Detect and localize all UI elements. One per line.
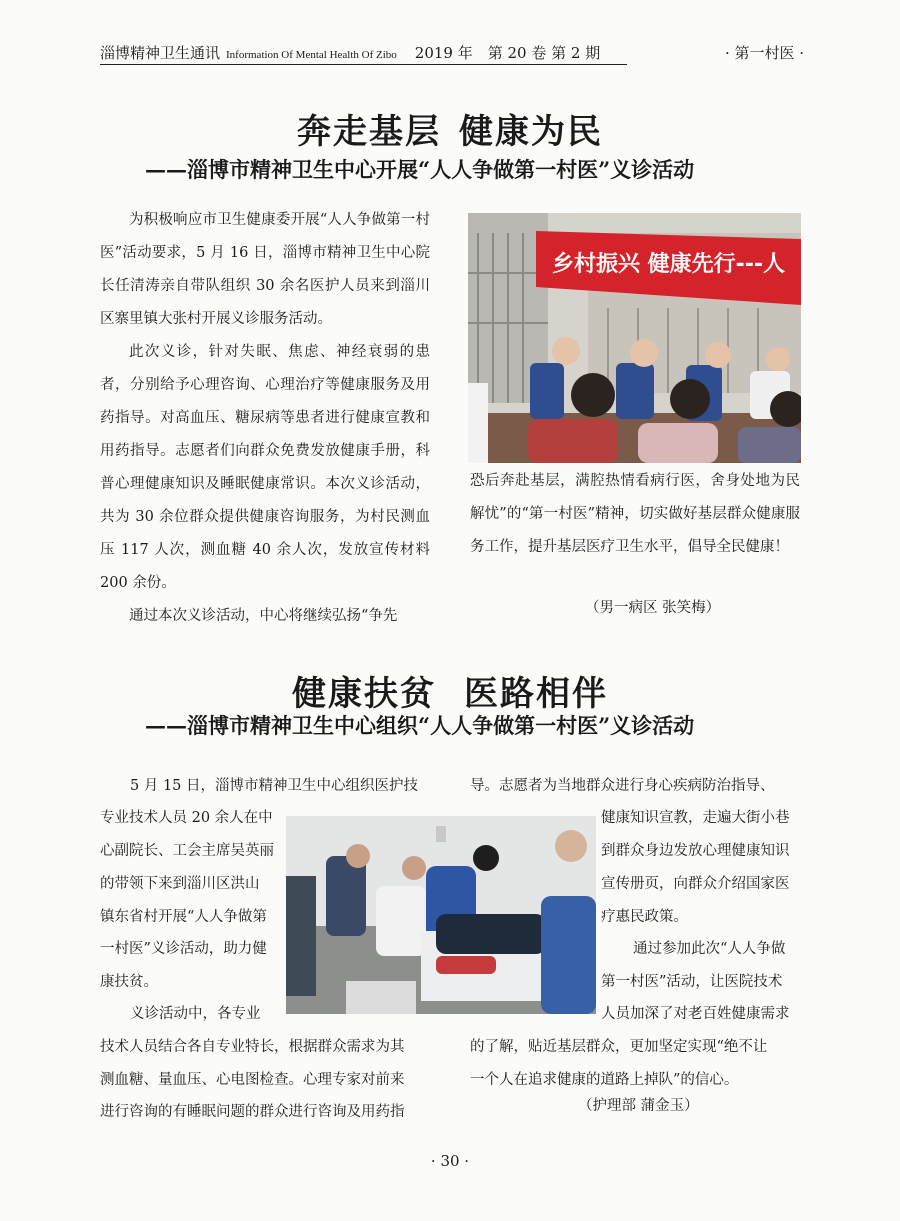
ward-photo-drawing xyxy=(286,816,596,1014)
article2-text-line: 义诊活动中，各专业 xyxy=(130,1006,261,1022)
journal-name-en: Information Of Mental Health Of Zibo xyxy=(226,49,397,61)
article2-text-line: 心副院长、工会主席吴英丽 xyxy=(100,843,274,859)
article2-title xyxy=(0,666,900,715)
article2-text-line: 进行咨询的有睡眠问题的群众进行咨询及用药指 xyxy=(100,1104,405,1120)
clinic-photo-drawing xyxy=(468,213,801,463)
article1-title xyxy=(0,104,900,153)
section-label: · 第一村医 · xyxy=(725,44,805,62)
article2-text-line: 镇东省村开展“人人争做第 xyxy=(100,909,267,925)
article2-text-line: 的了解，贴近基层群众，更加坚定实现“绝不让 xyxy=(470,1039,768,1055)
clinic-photo xyxy=(468,213,801,463)
running-header xyxy=(100,42,600,63)
photo-banner-text: 乡村振兴 健康先行---人 xyxy=(552,252,786,277)
article2-text-line: 专业技术人员 20 余人在中 xyxy=(100,810,273,826)
article1-title-a: 奔走基层 xyxy=(297,112,441,152)
article1-column-left xyxy=(100,204,430,633)
article1-paragraph: 为积极响应市卫生健康委开展“人人争做第一村医”活动要求，5 月 16 日，淄博市精神卫生中心院长任清涛亲自带队组织 30 余名医护人员来到淄川区寨里镇大张村开展义诊服务活动。 xyxy=(100,212,430,327)
article2-subtitle: ——淄博市精神卫生中心组织“人人争做第一村医”义诊活动 xyxy=(145,713,695,738)
article2-title-a: 健康扶贫 xyxy=(292,674,436,714)
article2-text-line: 技术人员结合各自专业特长，根据群众需求为其 xyxy=(100,1039,405,1055)
article2-text-line: 一个人在追求健康的道路上掉队”的信心。 xyxy=(470,1072,739,1088)
article2-text-line: 人员加深了对老百姓健康需求 xyxy=(601,1006,790,1022)
article1-signature: （男一病区 张笑梅） xyxy=(585,600,721,616)
article2-text-line: 宣传册页，向群众介绍国家医 xyxy=(601,876,790,892)
article1-paragraph: 恐后奔赴基层，满腔热情看病行医，舍身处地为民解忧”的“第一村医”精神，切实做好基层群众健康服务工作，提升基层医疗卫生水平，倡导全民健康！ xyxy=(470,473,800,555)
article2-text-line: 健康知识宣教，走遍大街小巷 xyxy=(601,810,790,826)
article2-title-b: 医路相伴 xyxy=(464,674,608,714)
article2-text-line: 一村医”义诊活动，助力健 xyxy=(100,941,267,957)
article2-text-line: 5 月 15 日，淄博市精神卫生中心组织医护技 xyxy=(130,778,419,794)
article2-text-line: 到群众身边发放心理健康知识 xyxy=(601,843,790,859)
issue-info: 2019 年 第 20 卷 第 2 期 xyxy=(414,44,601,62)
journal-name: 淄博精神卫生通讯 xyxy=(100,44,221,62)
ward-photo xyxy=(286,816,596,1014)
article1-paragraph: 此次义诊，针对失眠、焦虑、神经衰弱的患者，分别给予心理咨询、心理治疗等健康服务及用药指导。对高血压、糖尿病等患者进行健康宣教和用药指导。志愿者们向群众免费发放健康手册，科普心理健康知识及睡眠健康常识。本次义诊活动，共为 30 余位群众提供健康咨询服务，为村民测血压 117 人次，测血糖 40 余人次，发放宣传材料 200 余份。 xyxy=(100,344,430,591)
article2-text-line: 测血糖、量血压、心电图检查。心理专家对前来 xyxy=(100,1072,405,1088)
article2-text-line: 的带领下来到淄川区洪山 xyxy=(100,876,260,892)
article1-column-right xyxy=(470,465,800,564)
article2-signature: （护理部 蒲金玉） xyxy=(578,1098,699,1114)
page-number: · 30 · xyxy=(430,1152,470,1170)
article1-subtitle: ——淄博市精神卫生中心开展“人人争做第一村医”义诊活动 xyxy=(145,157,695,182)
article2-text-line: 导。志愿者为当地群众进行身心疾病防治指导、 xyxy=(470,778,775,794)
header-rule xyxy=(100,64,627,65)
article2-text-line: 疗惠民政策。 xyxy=(601,909,688,925)
article1-paragraph: 通过本次义诊活动，中心将继续弘扬“争先 xyxy=(129,608,398,624)
article2-text-line: 通过参加此次“人人争做 xyxy=(633,941,786,957)
article2-text-line: 第一村医”活动，让医院技术 xyxy=(601,974,783,990)
article2-text-line: 康扶贫。 xyxy=(100,974,158,990)
article1-title-b: 健康为民 xyxy=(459,112,603,152)
